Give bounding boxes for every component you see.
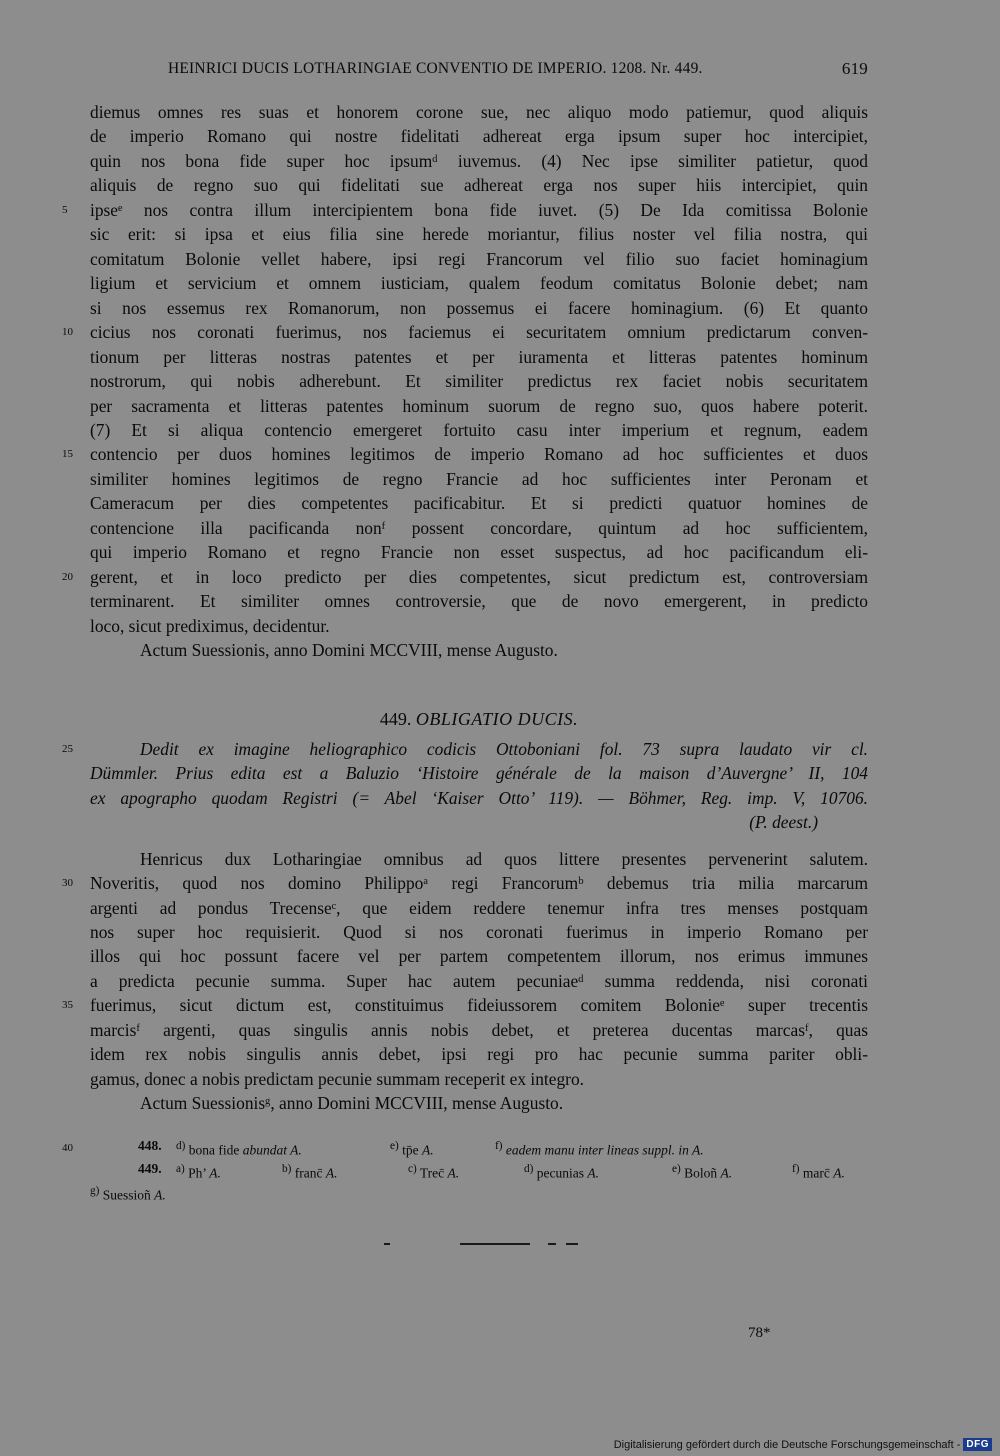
note-line: Dedit ex imagine heliographico codicis Ottoboniani fol. 73 supra laudato vir cl. bbox=[140, 739, 868, 759]
page-number: 619 bbox=[841, 59, 868, 78]
text-line: si nos essemus rex Romanorum, non possemus ei facere hominagium. (6) Et quanto bbox=[90, 298, 868, 318]
text-line: de imperio Romano qui nostre fidelitati adhereat erga ipsum super hoc intercipiet, bbox=[90, 126, 868, 146]
text-line: ipseᵉ nos contra illum intercipientem bona fide iuvet. (5) De Ida comitissa Bolonie bbox=[90, 200, 868, 220]
footnote-g: $^{g)}$ Suessioñ A. bbox=[90, 1185, 166, 1203]
text-line: Henricus dux Lotharingiae omnibus ad quos littere presentes pervenerint salutem. bbox=[140, 849, 868, 869]
line-number: 10 bbox=[62, 326, 73, 338]
text-line: a predicta pecunie summa. Super hac autem pecuniaeᵈ summa reddenda, nisi coronati bbox=[90, 971, 868, 991]
text-line: nostrorum, qui nobis adherebunt. Et similiter predictus rex faciet nobis securitatem bbox=[90, 371, 868, 391]
text-line: sic erit: si ipsa et eius filia sine herede moriantur, filius noster vel filia nostra, qui bbox=[90, 224, 868, 244]
line-number: 5 bbox=[62, 204, 68, 216]
footnote-d: $^{d)}$ bona fide abundat A. bbox=[176, 1140, 302, 1158]
footnote-row bbox=[90, 1180, 848, 1202]
footnote-row bbox=[110, 1158, 868, 1180]
footnote-e: $^{e)}$ Boloñ A. bbox=[672, 1163, 733, 1181]
text-line: diemus omnes res suas et honorem corone sue, nec aliquo modo patiemur, quod aliquis bbox=[90, 102, 868, 122]
running-head bbox=[168, 60, 868, 78]
document-heading bbox=[90, 707, 868, 731]
line-number: 35 bbox=[62, 999, 73, 1011]
text-line: contencione illa pacificanda nonᶠ possent concordare, quintum ad hoc sufficientem, bbox=[90, 518, 868, 538]
footnote-doc-number: 449. bbox=[138, 1161, 162, 1176]
footnote-a: $^{a)}$ Ph’ A. bbox=[176, 1163, 221, 1181]
footnote-d: $^{d)}$ pecunias A. bbox=[524, 1163, 599, 1181]
footnote-c: $^{c)}$ Trec̄ A. bbox=[408, 1163, 460, 1181]
text-line: marcisᶠ argenti, quas singulis annis nobis debet, et preterea ducentas marcasᶠ, quas bbox=[90, 1020, 868, 1040]
text-line: qui imperio Romano et regno Francie non esset suspectus, ad hoc pacificandum eli- bbox=[90, 542, 868, 562]
footer-text: Digitalisierung gefördert durch die Deutsche Forschungsgemeinschaft - bbox=[613, 1438, 961, 1451]
footnote-f: $^{f)}$ eadem manu inter lineas suppl. in A. bbox=[495, 1140, 704, 1158]
footnote-f: $^{f)}$ marc̄ A. bbox=[792, 1163, 845, 1181]
line-number: 40 bbox=[62, 1142, 73, 1154]
note-line: (P. deest.) bbox=[749, 812, 818, 832]
note-line: Dümmler. Prius edita est a Baluzio ‘Histoire générale de la maison d’Auvergne’ II, 104 bbox=[90, 763, 868, 783]
line-number: 25 bbox=[62, 743, 73, 755]
text-line: tionum per litteras nostras patentes et per iuramenta et litteras patentes hominum bbox=[90, 347, 868, 367]
text-line: loco, sicut prediximus, decidentur. bbox=[90, 616, 330, 636]
running-head-title: HEINRICI DUCIS LOTHARINGIAE CONVENTIO DE IMPERIO. 1208. Nr. 449. bbox=[168, 60, 703, 77]
footnote-doc-number: 448. bbox=[138, 1138, 162, 1153]
dfg-logo: DFG bbox=[963, 1438, 992, 1451]
text-line: Cameracum per dies competentes pacificabitur. Et si predicti quatuor homines de bbox=[90, 493, 868, 513]
text-line: ligium et servicium et omnem iusticiam, qualem feodum comitatus Bolonie debet; nam bbox=[90, 273, 868, 293]
line-number: 30 bbox=[62, 877, 73, 889]
line-number: 15 bbox=[62, 448, 73, 460]
line-number: 20 bbox=[62, 571, 73, 583]
text-line: gerent, et in loco predicto per dies competentes, sicut predictum est, controversiam bbox=[90, 567, 868, 587]
text-line: quin nos bona fide super hoc ipsumᵈ iuvemus. (4) Nec ipse similiter patietur, quod bbox=[90, 151, 868, 171]
actum-line: Actum Suessionis, anno Domini MCCVIII, mense Augusto. bbox=[140, 640, 558, 660]
text-line: contencio per duos homines legitimos de imperio Romano ad hoc sufficientes et duos bbox=[90, 444, 868, 464]
footer bbox=[614, 1438, 992, 1451]
text-line: terminarent. Et similiter omnes controversie, que de novo emergerent, in predicto bbox=[90, 591, 868, 611]
text-line: illos qui hoc possunt facere vel per partem competentem illorum, nos erimus immunes bbox=[90, 946, 868, 966]
separator-rule bbox=[460, 1243, 530, 1245]
separator-rule bbox=[548, 1243, 556, 1245]
text-line: gamus, donec a nobis predictam pecunie summam receperit ex integro. bbox=[90, 1069, 585, 1089]
text-line: nos super hoc requisierit. Quod si nos coronati fuerimus in imperio Romano per bbox=[90, 922, 868, 942]
note-line: ex apographo quodam Registri (= Abel ‘Kaiser Otto’ 119). — Böhmer, Reg. imp. V, 10706. bbox=[90, 788, 868, 808]
signature-mark: 78* bbox=[748, 1325, 771, 1341]
text-line: Noveritis, quod nos domino Philippoᵃ regi Francorumᵇ debemus tria milia marcarum bbox=[90, 873, 868, 893]
text-line: comitatum Bolonie vellet habere, ipsi regi Francorum vel filio suo faciet hominagium bbox=[90, 249, 868, 269]
document-title: OBLIGATIO DUCIS. bbox=[415, 709, 579, 729]
text-line: similiter homines legitimos de regno Francie ad hoc sufficientes inter Peronam et bbox=[90, 469, 868, 489]
text-line: per sacramenta et litteras patentes hominum suorum de regno suo, quos habere poterit. bbox=[90, 396, 868, 416]
text-line: cicius nos coronati fuerimus, nos faciemus ei securitatem omnium predictarum conven- bbox=[90, 322, 868, 342]
footnote-row bbox=[110, 1135, 868, 1157]
separator-rule bbox=[384, 1243, 390, 1245]
text-line: idem rex nobis singulis annis debet, ipsi regi pro hac pecunie summa pariter obli- bbox=[90, 1044, 868, 1064]
separator-rule bbox=[566, 1243, 578, 1245]
text-line: (7) Et si aliqua contencio emergeret fortuito casu inter imperium et regnum, eadem bbox=[90, 420, 868, 440]
document-number: 449. bbox=[379, 709, 412, 729]
footnote-b: $^{b)}$ franc̄ A. bbox=[282, 1163, 338, 1181]
text-line: aliquis de regno suo qui fidelitati sue adhereat erga nos super hiis intercipiet, quin bbox=[90, 175, 868, 195]
text-line: argenti ad pondus Trecenseᶜ, que eidem reddere tenemur infra tres menses postquam bbox=[90, 898, 868, 918]
footnote-e: $^{e)}$ tp̄e A. bbox=[390, 1140, 434, 1158]
text-line: fuerimus, sicut dictum est, constituimus fideiussorem comitem Bolonieᵉ super trecentis bbox=[90, 995, 868, 1015]
actum-line: Actum Suessionisᵍ, anno Domini MCCVIII, mense Augusto. bbox=[140, 1093, 564, 1113]
